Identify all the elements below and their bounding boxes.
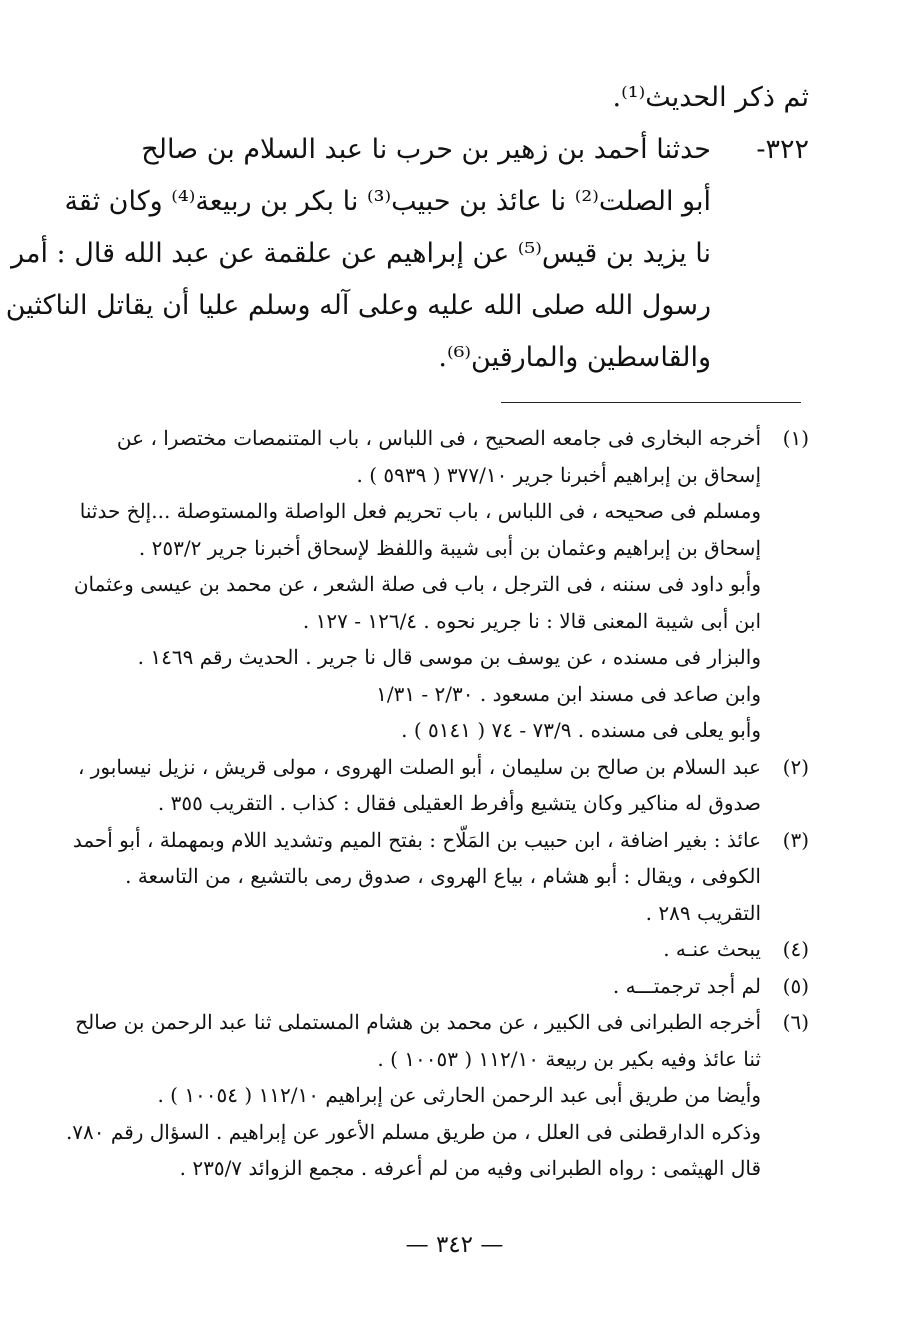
footnote-body — [99, 931, 761, 968]
footnote-6 — [65, 1004, 809, 1187]
footnote-body — [73, 420, 761, 749]
footnote-line: التقريب ٢٨٩ . — [645, 900, 761, 925]
footnote-3 — [72, 822, 809, 932]
page-number: — ٣٤٢ — — [405, 1232, 504, 1258]
footnote-body — [65, 1004, 761, 1187]
footnote-line: أخرجه البخارى فى جامعه الصحيح ، فى اللباس ، باب المتنمصات مختصرا ، عن — [116, 426, 761, 450]
footnote-body — [72, 822, 761, 932]
footnote-5 — [99, 968, 809, 1005]
hadith-line: رسول الله صلى الله عليه وعلى آله وسلم عليا أن يقاتل الناكثين — [5, 290, 711, 321]
footnote-4 — [99, 931, 809, 968]
footnote-line: وأيضا من طريق أبى عبد الرحمن الحارثى عن إبراهيم ١١٢/١٠ ( ١٠٠٥٤ ) . — [157, 1083, 761, 1107]
intro-line: ثم ذكر الحديث⁽¹⁾. — [612, 82, 809, 113]
footnote-2 — [77, 749, 809, 822]
footnote-line: والبزار فى مسنده ، عن يوسف بن موسى قال نا جرير . الحديث رقم ١٤٦٩ . — [137, 645, 761, 669]
footnote-line: يبحث عنـه . — [663, 937, 761, 961]
hadith-322 — [5, 124, 809, 384]
footnote-1 — [73, 420, 809, 749]
footnote-separator — [501, 402, 801, 403]
footnote-line: عائذ : بغير اضافة ، ابن حبيب بن المَلّاح : بفتح الميم وتشديد اللام وبمهملة ، أبو أحمد — [72, 827, 761, 852]
main-text — [5, 72, 809, 384]
hadith-line: حدثنا أحمد بن زهير بن حرب نا عبد السلام بن صالح — [141, 134, 711, 165]
footnote-line: الكوفى ، ويقال : أبو هشام ، بياع الهروى ، صدوق رمى بالتشيع ، من التاسعة . — [125, 864, 761, 888]
footnote-line: وابن صاعد فى مسند ابن مسعود . ٢/٣٠ - ١/٣١ — [376, 681, 761, 706]
footnote-line: ابن أبى شيبة المعنى قالا : نا جرير نحوه . ١٢٦/٤ - ١٢٧ . — [302, 608, 761, 633]
footnote-line: أخرجه الطبرانى فى الكبير ، عن محمد بن هشام المستملى ثنا عبد الرحمن بن صالح — [75, 1010, 761, 1034]
footnote-line: صدوق له مناكير وكان يتشيع وأفرط العقيلى فقال : كذاب . التقريب ٣٥٥ . — [157, 791, 761, 815]
footnote-number: (٦) — [782, 1010, 809, 1034]
footnote-line: وأبو داود فى سننه ، فى الترجل ، باب فى صلة الشعر ، عن محمد بن عيسى وعثمان — [73, 572, 761, 596]
footnotes — [65, 420, 809, 1187]
footnote-number: (٥) — [782, 973, 809, 998]
footnote-line: إسحاق بن إبراهيم وعثمان بن أبى شيبة واللفظ لإسحاق أخبرنا جرير ٢٥٣/٢ . — [138, 535, 761, 560]
footnote-body — [77, 749, 761, 822]
footnote-number: (١) — [782, 426, 809, 450]
footnote-number: (٢) — [782, 754, 809, 779]
hadith-line: أبو الصلت⁽²⁾ نا عائذ بن حبيب⁽³⁾ نا بكر بن ربيعة⁽⁴⁾ وكان ثقة — [64, 186, 711, 217]
footnote-body — [99, 968, 761, 1005]
footnote-line: قال الهيثمى : رواه الطبرانى وفيه من لم أعرفه . مجمع الزوائد ٢٣٥/٧ . — [179, 1156, 761, 1180]
footnote-line: وذكره الدارقطنى فى العلل ، من طريق مسلم الأعور عن إبراهيم . السؤال رقم ٧٨٠. — [65, 1119, 761, 1144]
hadith-line: والقاسطين والمارقين⁽⁶⁾. — [438, 342, 711, 373]
footnote-number: (٣) — [782, 827, 809, 852]
footnote-number: (٤) — [782, 937, 809, 961]
hadith-line: نا يزيد بن قيس⁽⁵⁾ عن إبراهيم عن علقمة عن عبد الله قال : أمر — [11, 238, 711, 269]
hadith-number: ٣٢٢- — [756, 134, 809, 165]
hadith-text — [5, 124, 711, 384]
footnote-line: عبد السلام بن صالح بن سليمان ، أبو الصلت الهروى ، مولى قريش ، نزيل نيسابور ، — [77, 754, 761, 779]
footnote-line: إسحاق بن إبراهيم أخبرنا جرير ٣٧٧/١٠ ( ٥٩٣٩ ) . — [356, 462, 761, 487]
footnote-line: لم أجد ترجمتـــه . — [612, 973, 761, 998]
footnote-line: ومسلم فى صحيحه ، فى اللباس ، باب تحريم فعل الواصلة والمستوصلة ...إلخ حدثنا — [79, 499, 761, 523]
footnote-line: ثنا عائذ وفيه بكير بن ربيعة ١١٢/١٠ ( ١٠٠٥٣ ) . — [377, 1046, 761, 1071]
footnote-line: وأبو يعلى فى مسنده . ٧٣/٩ - ٧٤ ( ٥١٤١ ) . — [401, 718, 761, 742]
